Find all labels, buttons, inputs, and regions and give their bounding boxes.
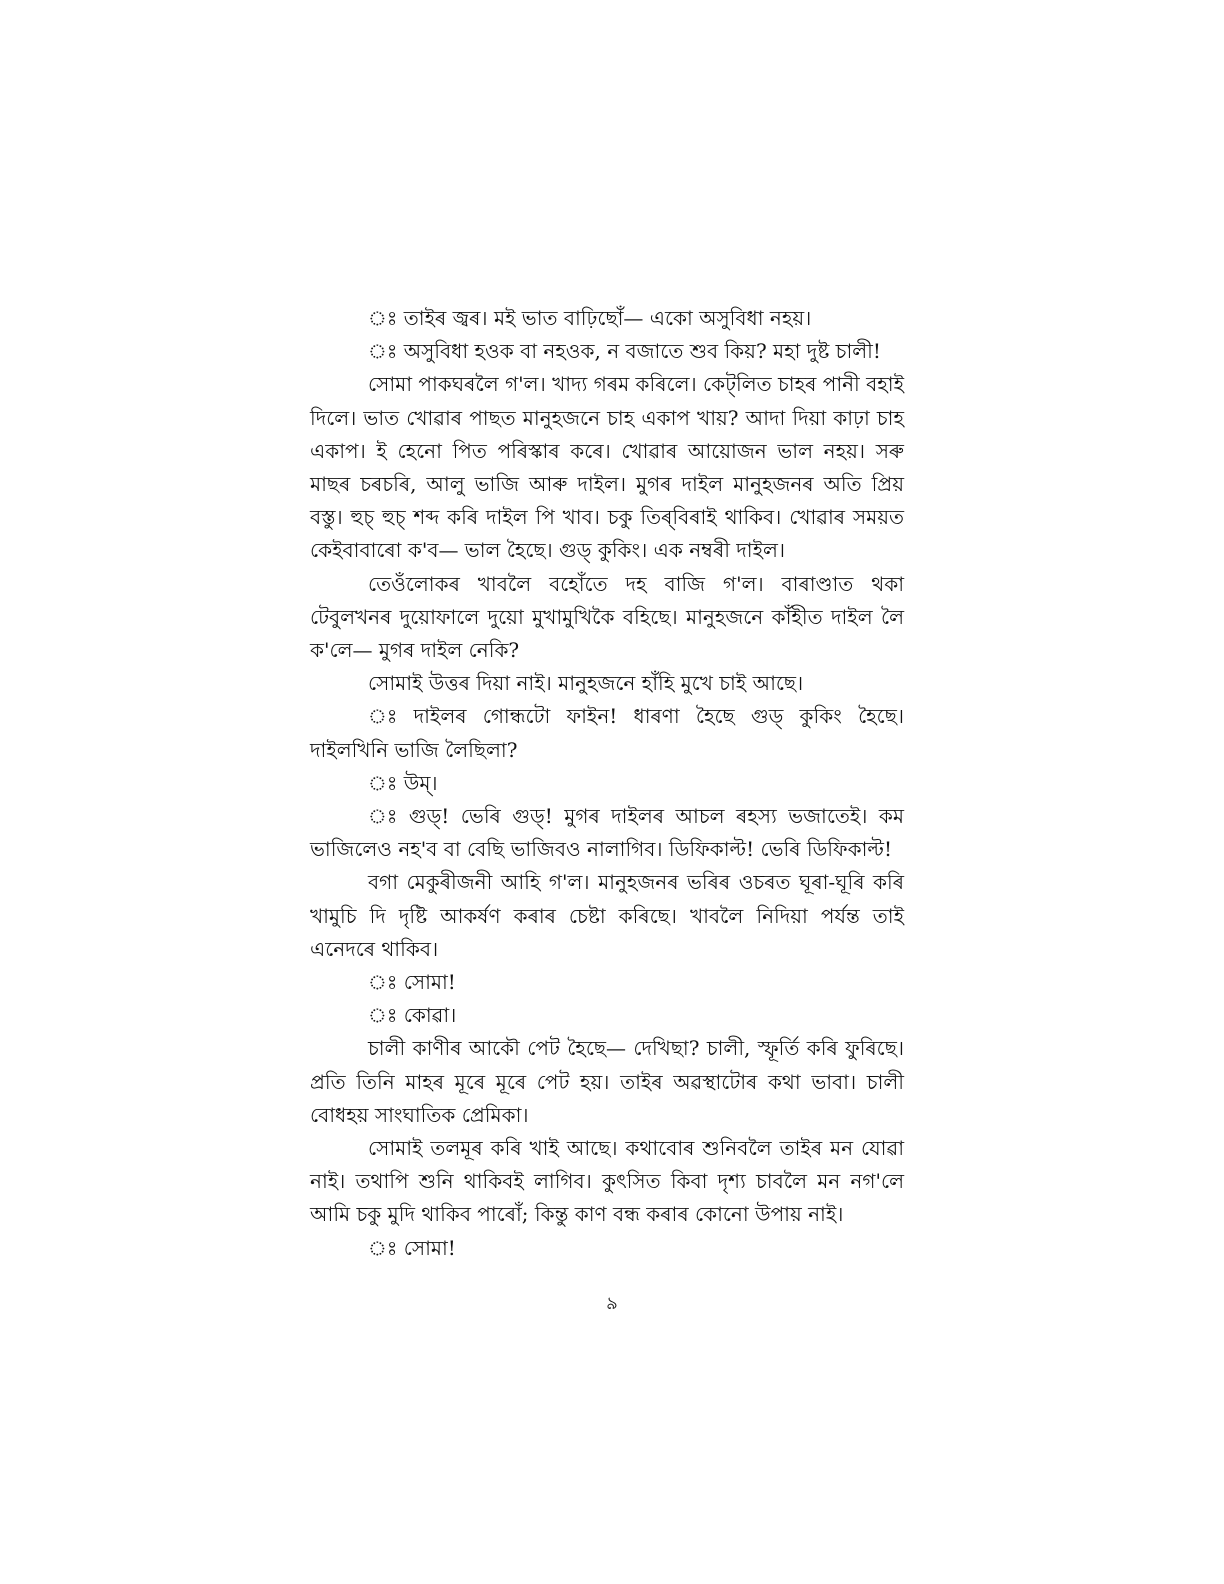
paragraph: ঃ সোমা! bbox=[368, 1235, 456, 1260]
paragraph: চালী কাণীৰ আকৌ পেট হৈছে— দেখিছা? চালী, স্ফূৰ্তি কৰি ফুৰিছে। প্ৰতি তিনি মাহৰ মূৰে মূৰে পেট হয়। তাইৰ অৱস্থাটোৰ কথা ভাবা। চালী বোধহয় সাংঘাতিক প্ৰেমিকা। bbox=[310, 1036, 904, 1127]
paragraph: সোমা পাকঘৰলৈ গ'ল। খাদ্য গৰম কৰিলে। কেট্‌লিত চাহৰ পানী বহাই দিলে। ভাত খোৱাৰ পাছত মানুহজনে চাহ একাপ খায়? আদা দিয়া কাঢ়া চাহ একাপ। ই হেনো পিত পৰিস্কাৰ কৰে। খোৱাৰ আয়োজন ভাল নহয়। সৰু মাছৰ চৰচৰি, আলু ভাজি আৰু দাইল। মুগৰ দাইল মানুহজনৰ অতি প্ৰিয় বস্তু। হুচ্ হুচ্ শব্দ কৰি দাইল পি খাব। চকু তিৰ্‌বিৰাই থাকিব। খোৱাৰ সময়ত কেইবাবাৰো ক'ব— ভাল হৈছে। গুড্ কুকিং। এক নম্বৰী দাইল। bbox=[310, 372, 904, 563]
body-text bbox=[310, 302, 904, 1265]
paragraph: ঃ উম্। bbox=[368, 770, 438, 795]
paragraph: তেওঁলোকৰ খাবলৈ বহোঁতে দহ বাজি গ'ল। বাৰাণ্ডাত থকা টেবুলখনৰ দুয়োফালে দুয়ো মুখামুখিকৈ বহিছে। মানুহজনে কাঁহীত দাইল লৈ ক'লে— মুগৰ দাইল নেকি? bbox=[310, 571, 904, 663]
paragraph: বগা মেকুৰীজনী আহি গ'ল। মানুহজনৰ ভৰিৰ ওচৰত ঘূৰা-ঘূৰি কৰি খামুচি দি দৃষ্টি আকৰ্ষণ কৰাৰ চেষ্টা কৰিছে। খাবলৈ নিদিয়া পৰ্যন্ত তাই এনেদৰে থাকিব। bbox=[310, 870, 904, 961]
paragraph: ঃ গুড্! ভেৰি গুড্! মুগৰ দাইলৰ আচল ৰহস্য ভজাতেই। কম ভাজিলেও নহ'ব বা বেছি ভাজিবও নালাগিব। ডিফিকাল্ট! ভেৰি ডিফিকাল্ট! bbox=[310, 804, 904, 862]
paragraph: সোমাই উত্তৰ দিয়া নাই। মানুহজনে হাঁহি মুখে চাই আছে। bbox=[368, 671, 804, 696]
paragraph: ঃ অসুবিধা হওক বা নহওক, ন বজাতে শুব কিয়? মহা দুষ্ট চালী! bbox=[368, 339, 881, 364]
paragraph: ঃ দাইলৰ গোন্ধটো ফাইন! ধাৰণা হৈছে গুড্ কুকিং হৈছে। দাইলখিনি ভাজি লৈছিলা? bbox=[310, 704, 904, 762]
paragraph: ঃ তাইৰ জ্বৰ। মই ভাত বাঢ়িছোঁ— একো অসুবিধা নহয়। bbox=[368, 306, 812, 330]
paragraph: ঃ কোৱা। bbox=[368, 1003, 457, 1028]
page-number: ৯ bbox=[606, 1293, 618, 1314]
paragraph: ঃ সোমা! bbox=[368, 970, 456, 995]
paragraph: সোমাই তলমূৰ কৰি খাই আছে। কথাবোৰ শুনিবলৈ তাইৰ মন যোৱা নাই। তথাপি শুনি থাকিবই লাগিব। কুৎসিত কিবা দৃশ্য চাবলৈ মন নগ'লে আমি চকু মুদি থাকিব পাৰোঁ; কিন্তু কাণ বন্ধ কৰাৰ কোনো উপায় নাই। bbox=[310, 1136, 904, 1227]
